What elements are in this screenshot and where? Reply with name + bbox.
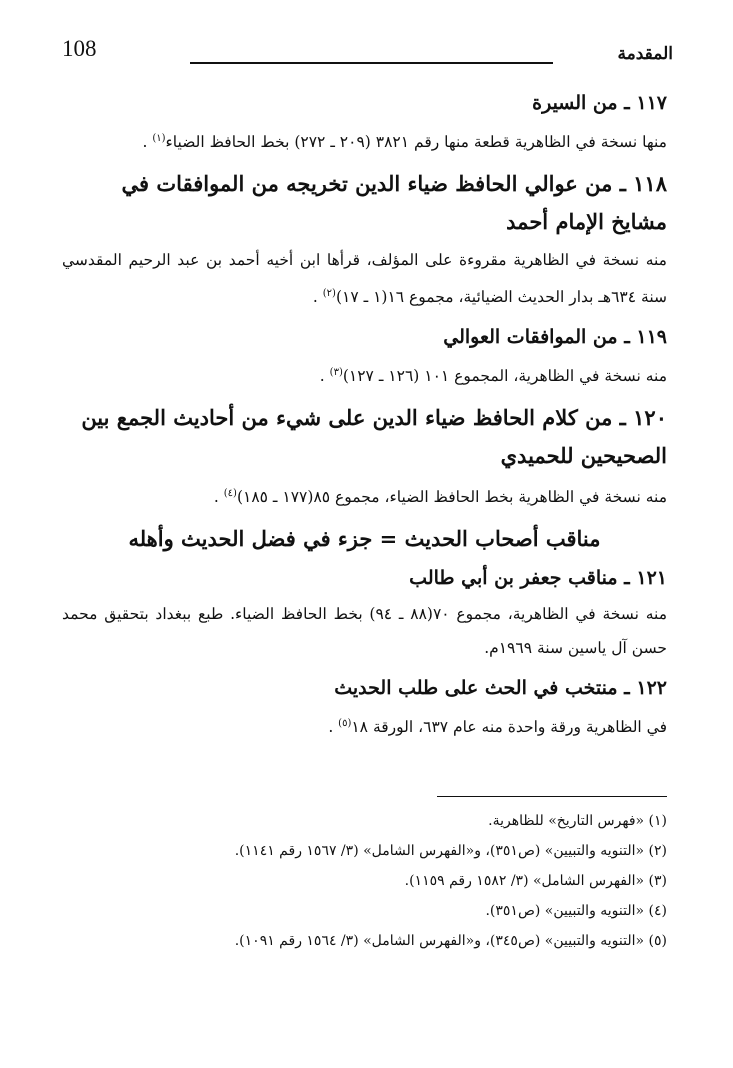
footnote-ref[interactable]: (٣)	[329, 367, 343, 379]
page-number: 108	[62, 36, 97, 61]
entry-body: منه نسخة في الظاهرية، مجموع ٧٠(٨٨ ـ ٩٤) بخط الحافظ الضياء. طبع ببغداد بتحقيق محمد حسن آل ياسين سنة ١٩٦٩م.	[62, 604, 667, 657]
section-heading: مناقب أصحاب الحديث = جزء في فضل الحديث وأهله	[128, 525, 601, 551]
entry-body: في الظاهرية ورقة واحدة منه عام ٦٣٧، الورقة ١٨$^{(٥)}$ .	[328, 717, 667, 736]
entry-title: ١١٧ ـ من السيرة	[532, 92, 667, 114]
main-content	[62, 82, 667, 750]
entry-120	[62, 399, 667, 514]
entry-122	[62, 671, 667, 744]
entry-121	[62, 561, 667, 665]
page-header	[62, 36, 673, 70]
entry-title: ١٢١ ـ مناقب جعفر بن أبي طالب	[409, 566, 667, 589]
footnote-1: (١) «فهرس التاريخ» للظاهرية.	[488, 813, 667, 829]
entry-body: منه نسخة في الظاهرية مقروءة على المؤلف، قرأها ابن أخيه أحمد بن عبد الرحيم المقدسي سنة ٦٣٤هـ بدار الحديث الضيائية، مجموع ١٦(١ ـ ١٧)$^{(٢)}$ .	[62, 251, 667, 307]
entry-body: منه نسخة في الظاهرية، المجموع ١٠١ (١٢٦ ـ ١٢٧)$^{(٣)}$ .	[319, 367, 667, 386]
entry-title: ١١٩ ـ من الموافقات العوالي	[443, 326, 667, 349]
entry-119	[62, 320, 667, 393]
entry-title: ١٢٢ ـ منتخب في الحث على طلب الحديث	[334, 676, 667, 699]
footnote-ref[interactable]: (٥)	[338, 717, 352, 729]
footnote-3: (٣) «الفهرس الشامل» (٣/ ١٥٨٢ رقم ١١٥٩).	[404, 873, 667, 889]
footnote-ref[interactable]: (٢)	[322, 288, 336, 300]
footnotes	[62, 806, 667, 956]
footnote-4: (٤) «التنويه والتبيين» (ص٣٥١).	[485, 903, 667, 919]
entry-title: ١١٨ ـ من عوالي الحافظ ضياء الدين تخريجه من الموافقات في مشايخ الإمام أحمد	[121, 171, 667, 235]
entry-117	[62, 86, 667, 159]
footnote-2: (٢) «التنويه والتبيين» (ص٣٥١)، و«الفهرس الشامل» (٣/ ١٥٦٧ رقم ١١٤١).	[234, 843, 667, 859]
entry-body: منه نسخة في الظاهرية بخط الحافظ الضياء، مجموع ٨٥(١٧٧ ـ ١٨٥)$^{(٤)}$ .	[213, 488, 667, 507]
footnote-5: (٥) «التنويه والتبيين» (ص٣٤٥)، و«الفهرس الشامل» (٣/ ١٥٦٤ رقم ١٠٩١).	[234, 933, 667, 949]
entry-118	[62, 165, 667, 314]
running-head: المقدمة	[617, 44, 673, 64]
footnote-ref[interactable]: (١)	[152, 133, 166, 144]
entry-title: ١٢٠ ـ من كلام الحافظ ضياء الدين على شيء من أحاديث الجمع بين الصحيحين للحميدي	[81, 405, 667, 469]
footnote-ref[interactable]: (٤)	[223, 488, 237, 500]
footnote-rule	[437, 796, 667, 797]
header-rule	[190, 62, 553, 64]
entry-body: منها نسخة في الظاهرية قطعة منها رقم ٣٨٢١ (٢٠٩ ـ ٢٧٢) بخط الحافظ الضياء$^{(١)}$ .	[142, 133, 667, 152]
